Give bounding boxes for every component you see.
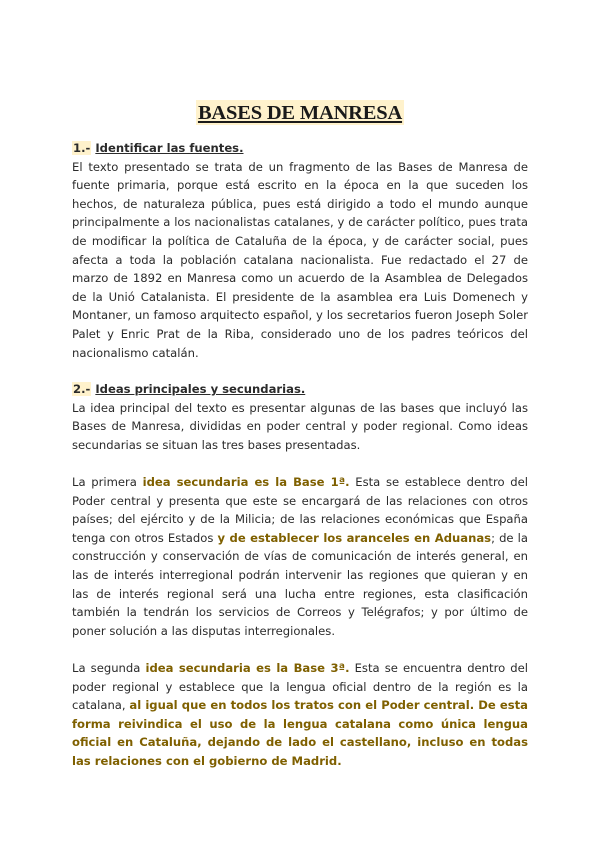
- base-3-text-a: La segunda: [72, 661, 146, 676]
- document-page: [72, 100, 528, 771]
- section-2-number: 2.-: [73, 382, 91, 397]
- base-3-highlight-b: al igual que en todos los tratos con el Poder central. De esta forma reivindica el uso de la lengua catalana como única lengua oficial en Cataluña, dejando de lado el castellano, incluso en todas las relaciones con el gobierno de Madrid.: [72, 698, 529, 768]
- section-2-intro: La idea principal del texto es presentar algunas de las bases que incluyó las Bases de Manresa, divididas en poder central y poder regional. Como ideas secundarias se situan las tres bases presentadas.: [72, 400, 528, 452]
- spacer: [72, 640, 528, 659]
- spacer: [72, 455, 528, 474]
- base-3-text-b: Esta se encuentra dentro del poder regional y establece que la lengua oficial dentro de la región es la catalana,: [72, 661, 528, 713]
- base-3-paragraph: [72, 659, 528, 771]
- section-1-number: 1.-: [73, 141, 91, 155]
- section-2-heading: [72, 380, 528, 399]
- section-1-heading: [72, 139, 528, 158]
- document-title: BASES DE MANRESA: [197, 102, 403, 124]
- section-2-title: Ideas principales y secundarias.: [95, 382, 306, 397]
- base-1-highlight-b: y de establecer los aranceles en Aduanas: [217, 530, 492, 545]
- base-1-paragraph: [72, 473, 528, 640]
- section-1-title: Identificar las fuentes.: [95, 141, 244, 155]
- base-3-highlight-a: idea secundaria es la Base 3ª.: [145, 661, 350, 676]
- title-wrapper: [72, 100, 528, 125]
- base-1-text-c: ; de la construcción y conservación de vías de comunicación de interés general, en las de interés interregional podrán intervenir las regiones que quieran y en las de interés regional será una lucha entre regiones, esta clasificación también la tendrán los servicios de Correos y Telégrafos; y por último de poner solución a las disputas interregionales.: [72, 530, 528, 638]
- base-1-text-b: Esta se establece dentro del Poder central y presenta que este se encargará de las relaciones con otros países; del ejército y de la Milicia; de las relaciones económicas que España tenga con otros Estados: [72, 475, 528, 545]
- base-1-text-a: La primera: [72, 475, 143, 490]
- section-1-body: El texto presentado se trata de un fragmento de las Bases de Manresa de fuente primaria, porque está escrito en la época en la que suceden los hechos, de naturaleza pública, pues está dirigido a todo el mundo aunque principalmente a los nacionalistas catalanes, y de carácter político, pues trata de modificar la política de Cataluña de la época, y de carácter social, pues afecta a toda la población catalana nacionalista. Fue redactado el 27 de marzo de 1892 en Manresa como un acuerdo de la Asamblea de Delegados de la Unió Catalanista. El presidente de la asamblea era Luis Domenech y Montaner, un famoso arquitecto español, y los secretarios fueron Joseph Soler Palet y Enric Prat de la Riba, considerado uno de los padres teóricos del nacionalismo catalán.: [72, 159, 528, 360]
- spacer: [72, 362, 528, 380]
- base-1-highlight-a: idea secundaria es la Base 1ª.: [142, 475, 350, 490]
